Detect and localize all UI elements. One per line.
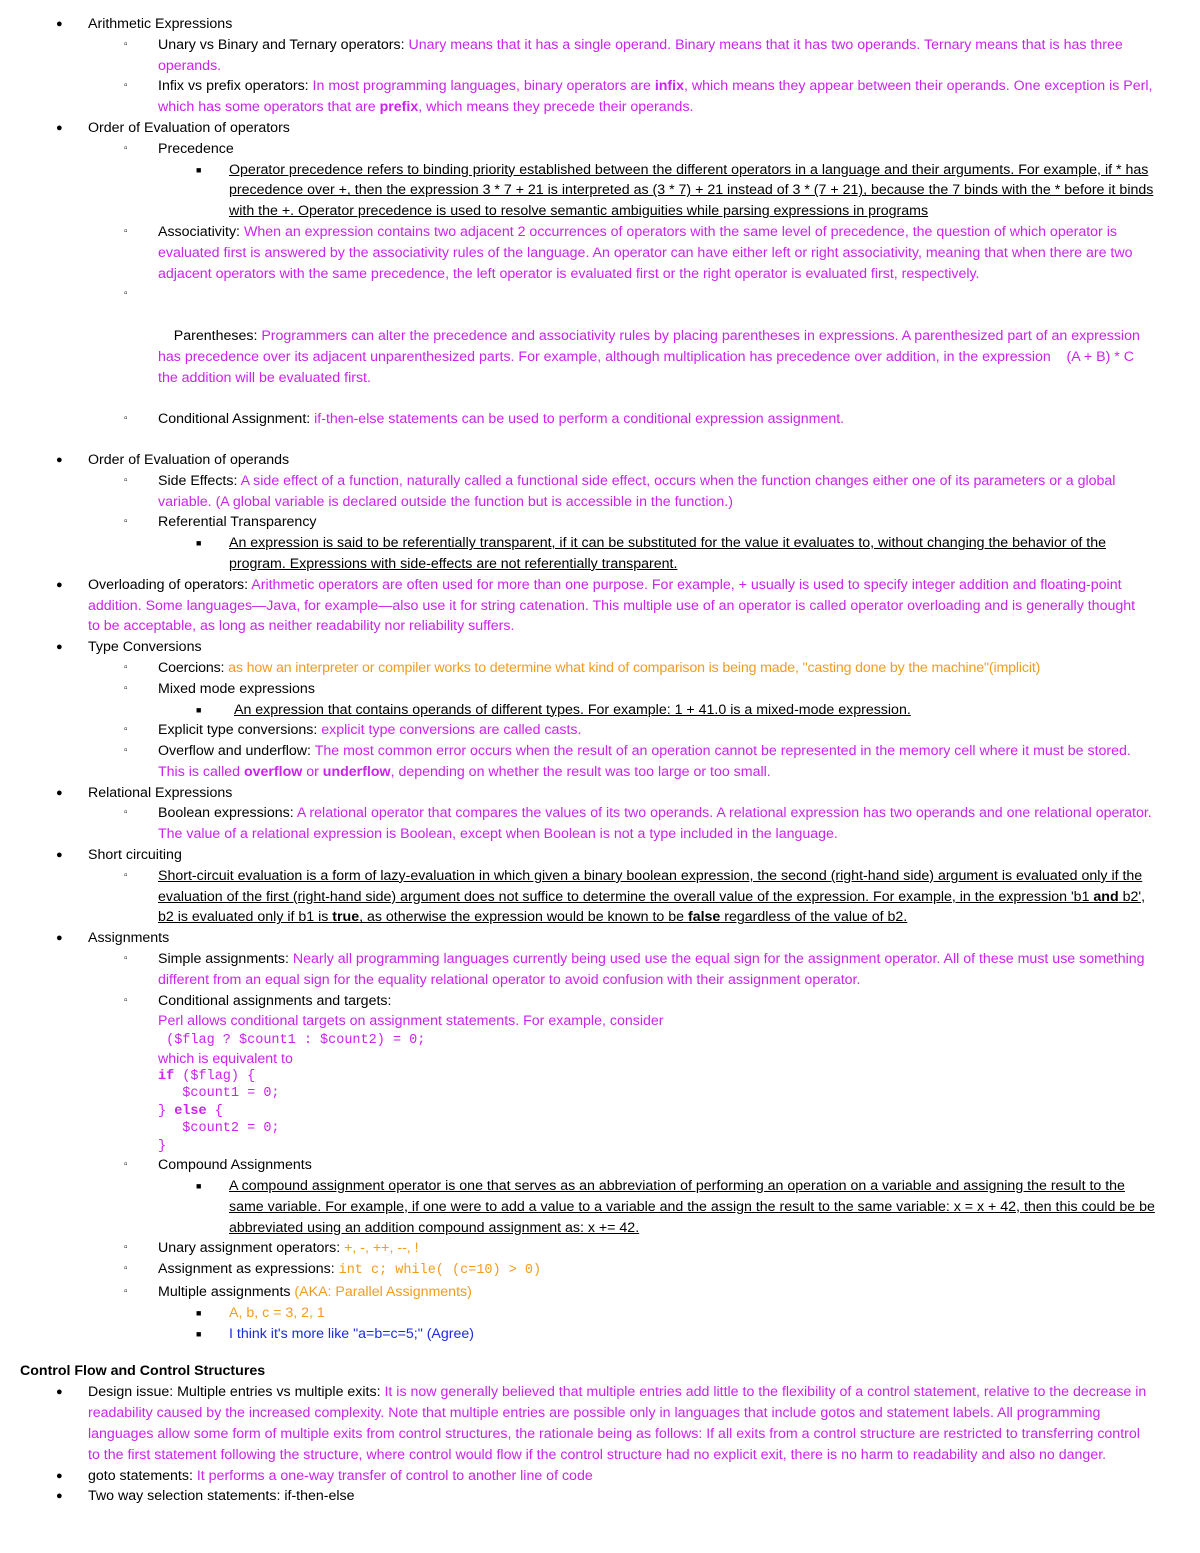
sub-bullet-icon: ▫	[124, 745, 128, 757]
bullet-compound-detail	[0, 1176, 1159, 1238]
sub-bullet-icon: ▫	[124, 994, 128, 1006]
code-text: ($flag) {	[174, 1068, 256, 1084]
bullet-icon: ●	[56, 786, 63, 799]
code-keyword: else	[174, 1103, 207, 1119]
item-text: The most common error occurs when the result of an operation cannot be represented in the memory cell where it must be stored. This is called	[158, 743, 1131, 780]
sub-bullet-icon: ▫	[124, 474, 128, 486]
item-label: Conditional assignments and targets:	[158, 992, 392, 1009]
bullet-short-circuiting	[0, 845, 1200, 866]
bullet-short-circuit-detail	[0, 866, 1158, 928]
item-text: , as otherwise the expression would be known to be	[359, 909, 688, 926]
item-text: A, b, c = 3, 2, 1	[229, 1304, 325, 1321]
sub-bullet-icon: ▫	[124, 1242, 128, 1254]
bullet-unary-binary	[0, 35, 1158, 77]
item-code: int c; while( (c=10) > 0)	[338, 1263, 542, 1279]
bullet-design-issue	[0, 1382, 1148, 1465]
heading-text: Assignments	[88, 930, 170, 947]
code-line: ($flag ? $count1 : $count2) = 0;	[158, 1033, 426, 1049]
bullet-conditional-assignment	[0, 409, 1158, 430]
bullet-two-way-selection	[0, 1486, 1200, 1507]
bullet-order-of-operators	[0, 118, 1200, 139]
item-label: Side Effects:	[158, 472, 241, 489]
bullet-arithmetic-expressions	[0, 14, 1200, 35]
bullet-compound-assignments	[0, 1155, 1200, 1176]
equivalent-text: which is equivalent to	[158, 1050, 293, 1067]
item-text: , which means they precede their operands.	[418, 99, 694, 116]
item-text: Arithmetic operators are often used for more than one purpose. For example, + usually is used to specify integer addition and floating-point addition. Some languages—Java, for example—also use it for string catenation. This multiple use of an operator is called operator overloading and is generally thought to be acceptable, as long as neither readability nor reliability suffers.	[88, 576, 1136, 635]
item-text: Short-circuit evaluation is a form of lazy-evaluation in which given a binary boolean expression, the second (right-hand side) argument is evaluated only if the evaluation of the first (right-hand side) argument does not suffice to determine the overall value of the expression. For example, in the expression 'b1	[158, 867, 1143, 905]
item-text: explicit type conversions are called casts.	[321, 722, 582, 739]
bold-term: prefix	[379, 99, 419, 116]
bullet-icon: ●	[56, 641, 63, 654]
item-label: Overloading of operators:	[88, 576, 252, 593]
bullet-icon: ●	[56, 18, 63, 30]
bullet-icon: ●	[56, 578, 63, 591]
bold-term: underflow	[322, 763, 391, 780]
bold-term: false	[687, 909, 721, 926]
code-text: {	[206, 1103, 223, 1119]
bullet-type-conversions	[0, 637, 1200, 658]
item-label: Boolean expressions:	[158, 805, 297, 822]
heading-text: Order of Evaluation of operators	[88, 119, 290, 136]
sub-bullet-icon: ▫	[124, 953, 128, 965]
bullet-relational-expressions	[0, 783, 1200, 804]
bullet-icon: ●	[56, 1469, 63, 1482]
item-text: It is now generally believed that multiple entries add little to the flexibility of a control statement, relative to the decrease in readability caused by the increased complexity. Note that multiple entries are possible only in languages that include gotos and statement labels. All programming languages allow some form of multiple exits from control structures, the rationale being as follows: If all exits from a control structure are restricted to transferring control to the first statement following the structure, where control would flow if the control structure had no explicit exit, there is no harm to readability and also no danger.	[88, 1384, 1147, 1463]
square-bullet-icon: ■	[196, 1307, 202, 1318]
sub-bullet-icon: ▫	[124, 516, 128, 528]
bold-term: and	[1093, 888, 1119, 905]
item-text: A compound assignment operator is one that serves as an abbreviation of performing an operation on a variable and assigning the result to the same variable. For example, if one were to add a value to a variable and the assign the result to the same variable: x = x + 42, then this could be be abbreviated using an addition compound assignment as: x += 42.	[229, 1178, 1155, 1236]
bullet-conditional-targets	[0, 991, 1200, 1012]
item-label: Infix vs prefix operators:	[158, 78, 313, 95]
bullet-order-of-operands	[0, 450, 1200, 471]
item-text: Programmers can alter the precedence and associativity rules by placing parentheses in expressions. A parenthesized part of an expression has precedence over its adjacent unparenthesized parts. For example, although multiplication has precedence over addition, in the expression (A + B) * C the addition will be evaluated first.	[158, 327, 1150, 386]
bullet-referential-detail	[0, 533, 1159, 575]
item-label: Associativity:	[158, 223, 244, 240]
item-label: Compound Assignments	[158, 1157, 312, 1174]
code-line: $count1 = 0;	[158, 1086, 280, 1102]
bold-term: overflow	[243, 763, 303, 780]
code-line: }	[158, 1138, 167, 1154]
code-line	[0, 1103, 1200, 1121]
item-label: Assignment as expressions:	[158, 1261, 339, 1278]
bullet-icon: ●	[56, 932, 63, 945]
sub-bullet-icon: ▫	[124, 1286, 128, 1298]
bullet-mixed-detail	[0, 700, 1164, 721]
item-text: An expression that contains operands of different types. For example: 1 + 41.0 is a mixed-mode expression.	[234, 701, 911, 718]
spacer	[0, 430, 1200, 450]
bullet-assignments	[0, 928, 1200, 949]
sub-bullet-icon: ▫	[124, 1263, 128, 1275]
item-text: It performs a one-way transfer of control to another line of code	[196, 1467, 593, 1484]
code-line: $count2 = 0;	[158, 1121, 280, 1137]
sub-bullet-icon: ▫	[124, 38, 128, 50]
item-text: A side effect of a function, naturally called a functional side effect, occurs when the function changes either one of its parameters or a global variable. (A global variable is declared outside the function but is accessible in the function.)	[158, 472, 1116, 510]
heading-text: Type Conversions	[88, 639, 202, 656]
sub-bullet-icon: ▫	[124, 807, 128, 819]
item-text: b2', b2 is evaluated only if b1 is	[158, 888, 1146, 926]
sub-bullet-icon: ▫	[124, 225, 128, 237]
item-label: Design issue: Multiple entries vs multiple exits:	[88, 1384, 385, 1401]
item-label: Unary assignment operators:	[158, 1240, 345, 1257]
sub-bullet-icon: ▫	[124, 682, 128, 694]
heading-text: Order of Evaluation of operands	[88, 451, 290, 468]
heading-text: Relational Expressions	[88, 784, 233, 801]
item-text: I think it's more like "a=b=c=5;" (Agree)	[229, 1325, 475, 1342]
spacer	[0, 1344, 1200, 1358]
bullet-icon: ●	[56, 121, 63, 134]
item-label: Explicit type conversions:	[158, 722, 322, 739]
item-text: Two way selection statements: if-then-else	[88, 1488, 355, 1505]
bullet-simple-assignments	[0, 949, 1158, 991]
bold-term: infix	[654, 78, 684, 95]
item-text: , depending on whether the result was too large or too small.	[390, 763, 771, 780]
document	[0, 14, 1200, 1507]
item-text: In most programming languages, binary operators are	[312, 78, 655, 95]
bullet-icon: ●	[56, 453, 63, 466]
bullet-coercions	[0, 658, 1200, 679]
item-text: as how an interpreter or compiler works to determine what kind of comparison is being made, "casting done by the machine"(implicit)	[228, 659, 1041, 676]
square-bullet-icon: ■	[196, 704, 202, 715]
item-text: if-then-else statements can be used to perform a conditional expression assignment.	[314, 411, 845, 428]
sub-bullet-icon: ▫	[124, 142, 128, 154]
square-bullet-icon: ■	[196, 538, 202, 549]
sub-bullet-icon: ▫	[124, 413, 128, 425]
code-keyword: if	[158, 1068, 175, 1084]
bullet-icon: ●	[56, 1490, 63, 1503]
bullet-boolean-expressions	[0, 803, 1158, 845]
sub-bullet-icon: ▫	[124, 288, 128, 300]
bullet-precedence-detail	[0, 160, 1159, 222]
bullet-icon: ●	[56, 849, 63, 862]
sub-bullet-icon: ▫	[124, 661, 128, 673]
bullet-associativity	[0, 222, 1158, 284]
item-label: Unary vs Binary and Ternary operators:	[158, 36, 409, 53]
bullet-overflow-underflow	[0, 741, 1158, 783]
square-bullet-icon: ■	[196, 1181, 202, 1192]
item-text: (AKA: Parallel Assignments)	[294, 1284, 472, 1301]
item-text: An expression is said to be referentially transparent, if it can be substituted for the value it evaluates to, without changing the behavior of the program. Expressions with side-effects are not referentially transparent.	[229, 535, 1106, 572]
item-text: Unary means that it has a single operand. Binary means that it has two operands. Ternary means that is has three operands.	[158, 36, 1123, 74]
code-line	[0, 1068, 1200, 1086]
item-label: Coercions:	[158, 659, 229, 676]
code-text: }	[158, 1103, 175, 1119]
item-label: Simple assignments:	[158, 951, 293, 968]
bold-term: true	[332, 909, 360, 926]
bullet-referential-transparency	[0, 512, 1200, 533]
bullet-multiple-assignments	[0, 1282, 1200, 1303]
sub-bullet-icon: ▫	[124, 80, 128, 92]
bullet-parentheses	[0, 284, 1158, 409]
item-text: When an expression contains two adjacent 2 occurrences of operators with the same level of precedence, the question of which operator is evaluated first is answered by the associativity rules of the language. An operator can have either left or right associativity, meaning that when there are two adjacent operators with the same precedence, the left operator is evaluated first or the right operator is evaluated first, respectively.	[158, 223, 1133, 282]
sub-bullet-icon: ▫	[124, 724, 128, 736]
bullet-side-effects	[0, 471, 1158, 513]
bullet-multiple-comment	[0, 1324, 1200, 1345]
bullet-infix-prefix	[0, 76, 1158, 118]
item-text: , which means they appear between their operands. One exception is Perl, which has some operators that are	[158, 78, 1153, 116]
item-label: Precedence	[158, 140, 234, 157]
bullet-unary-assignment	[0, 1238, 1200, 1259]
section-heading: Control Flow and Control Structures	[20, 1363, 266, 1380]
item-text: +, -, ++, --, !	[344, 1240, 419, 1257]
item-label: Overflow and underflow:	[158, 743, 315, 760]
bullet-precedence	[0, 139, 1200, 160]
item-label: Multiple assignments	[158, 1284, 295, 1301]
heading-text: Short circuiting	[88, 847, 182, 864]
item-text: Nearly all programming languages currently being used use the equal sign for the assignment operator. All of these must use something different from an equal sign for the equality relational operator to avoid confusion with their assignment operator.	[158, 951, 1145, 988]
item-label: Mixed mode expressions	[158, 680, 315, 697]
bullet-overloading	[0, 575, 1148, 637]
bullet-multiple-example	[0, 1303, 1200, 1324]
item-text: A relational operator that compares the values of its two operands. A relational expression has two operands and one relational operator. The value of a relational expression is Boolean, except when Boolean is not a type included in the language.	[158, 805, 1152, 843]
sub-bullet-icon: ▫	[124, 869, 128, 881]
bullet-icon: ●	[56, 1386, 63, 1399]
square-bullet-icon: ■	[196, 1328, 202, 1339]
item-label: goto statements:	[88, 1467, 197, 1484]
item-text: or	[302, 763, 323, 780]
bullet-assignment-as-expression	[0, 1259, 1200, 1282]
square-bullet-icon: ■	[196, 164, 202, 175]
bullet-explicit-conversions	[0, 720, 1200, 741]
bullet-goto	[0, 1466, 1200, 1487]
item-text: regardless of the value of b2.	[720, 909, 908, 926]
bullet-mixed-mode	[0, 679, 1200, 700]
heading-text: Arithmetic Expressions	[88, 16, 233, 32]
item-label: Conditional Assignment:	[158, 411, 315, 428]
conditional-targets-text: Perl allows conditional targets on assignment statements. For example, consider	[158, 1013, 664, 1030]
item-text: Operator precedence refers to binding priority established between the different operators in a language and their arguments. For example, if * has precedence over +, then the expression 3 * 7 + 21 is interpreted as (3 * 7) + 21 instead of 3 * (7 + 21), because the 7 binds with the * before it binds with the +. Operator precedence is used to resolve semantic ambiguities while parsing expressions in programs	[229, 161, 1154, 220]
item-label: Referential Transparency	[158, 514, 317, 531]
sub-bullet-icon: ▫	[124, 1159, 128, 1171]
item-label: Parentheses:	[173, 327, 262, 344]
